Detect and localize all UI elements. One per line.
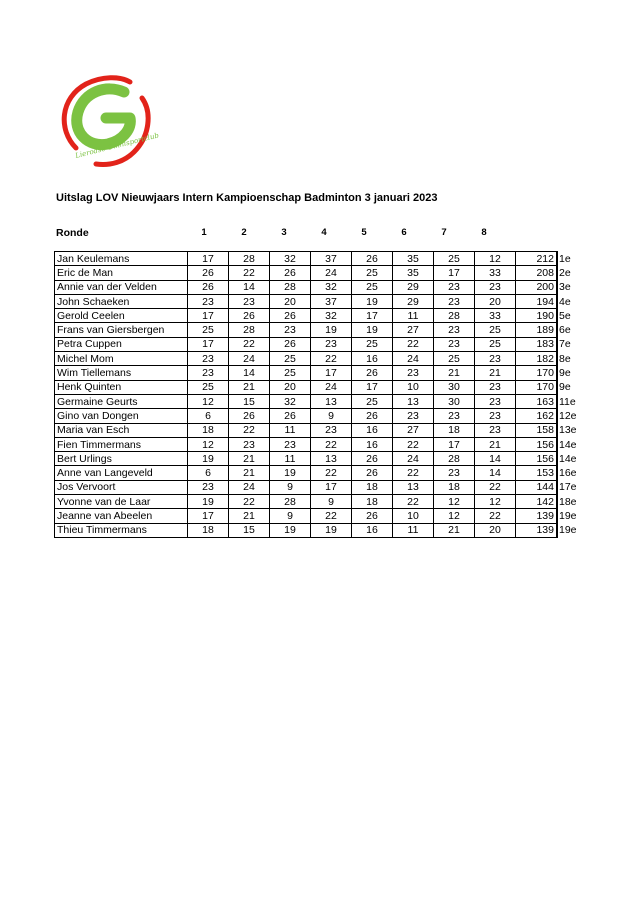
round-score-2: 15	[229, 394, 270, 408]
round-score-7: 23	[434, 409, 475, 423]
round-score-1: 23	[188, 480, 229, 494]
round-score-3: 28	[270, 280, 311, 294]
rank: 1e	[559, 252, 571, 265]
table-row	[55, 266, 582, 280]
round-score-1: 18	[188, 423, 229, 437]
round-score-1: 17	[188, 337, 229, 351]
total-score: 170	[516, 380, 558, 394]
total-score: 156	[516, 437, 558, 451]
round-score-8: 20	[475, 294, 516, 308]
round-score-1: 26	[188, 280, 229, 294]
round-score-8: 12	[475, 252, 516, 266]
total-score: 142	[516, 495, 558, 509]
round-score-2: 21	[229, 509, 270, 523]
round-score-4: 32	[311, 309, 352, 323]
round-score-3: 25	[270, 352, 311, 366]
round-score-7: 18	[434, 480, 475, 494]
table-row	[55, 366, 582, 380]
round-score-1: 17	[188, 309, 229, 323]
rank: 2e	[559, 266, 571, 279]
round-score-6: 29	[393, 294, 434, 308]
round-score-6: 10	[393, 509, 434, 523]
round-score-3: 9	[270, 509, 311, 523]
player-name: Jeanne van Abeelen	[55, 509, 188, 523]
round-score-2: 21	[229, 452, 270, 466]
round-header-1: 1	[201, 227, 207, 238]
rank: 7e	[559, 338, 571, 351]
round-score-7: 23	[434, 337, 475, 351]
table-row	[55, 337, 582, 351]
player-name: Maria van Esch	[55, 423, 188, 437]
round-score-1: 18	[188, 523, 229, 537]
round-score-4: 37	[311, 294, 352, 308]
round-score-5: 18	[352, 480, 393, 494]
round-score-4: 22	[311, 509, 352, 523]
round-header-5: 5	[361, 227, 367, 238]
round-score-3: 32	[270, 252, 311, 266]
player-name: Eric de Man	[55, 266, 188, 280]
round-score-4: 22	[311, 466, 352, 480]
round-score-2: 22	[229, 495, 270, 509]
round-score-8: 23	[475, 409, 516, 423]
player-name: Jos Vervoort	[55, 480, 188, 494]
table-row	[55, 252, 582, 266]
table-row	[55, 509, 582, 523]
total-score: 158	[516, 423, 558, 437]
rank: 19e	[559, 524, 577, 537]
round-score-7: 30	[434, 380, 475, 394]
round-header-3: 3	[281, 227, 287, 238]
round-score-2: 28	[229, 323, 270, 337]
total-score: 163	[516, 394, 558, 408]
round-score-8: 12	[475, 495, 516, 509]
round-score-6: 22	[393, 466, 434, 480]
round-score-6: 23	[393, 409, 434, 423]
club-logo	[54, 70, 170, 170]
round-score-7: 17	[434, 437, 475, 451]
round-score-4: 17	[311, 480, 352, 494]
rank: 18e	[559, 495, 577, 508]
round-score-7: 12	[434, 495, 475, 509]
total-score: 144	[516, 480, 558, 494]
player-name: Michel Mom	[55, 352, 188, 366]
round-score-6: 24	[393, 352, 434, 366]
table-header	[56, 227, 556, 241]
table-row	[55, 323, 582, 337]
page-title: Uitslag LOV Nieuwjaars Intern Kampioenschap Badminton 3 januari 2023	[56, 192, 438, 204]
player-name: Germaine Geurts	[55, 394, 188, 408]
total-score: 189	[516, 323, 558, 337]
round-score-3: 19	[270, 466, 311, 480]
round-score-1: 6	[188, 466, 229, 480]
round-score-5: 19	[352, 294, 393, 308]
table-row	[55, 309, 582, 323]
round-header-4: 4	[321, 227, 327, 238]
player-name: Henk Quinten	[55, 380, 188, 394]
round-score-8: 23	[475, 380, 516, 394]
round-score-6: 13	[393, 480, 434, 494]
round-score-2: 23	[229, 294, 270, 308]
total-score: 190	[516, 309, 558, 323]
round-score-5: 16	[352, 352, 393, 366]
round-score-6: 24	[393, 452, 434, 466]
round-score-7: 30	[434, 394, 475, 408]
round-score-2: 23	[229, 437, 270, 451]
ronde-label: Ronde	[56, 227, 89, 239]
total-score: 208	[516, 266, 558, 280]
round-score-3: 19	[270, 523, 311, 537]
round-score-7: 23	[434, 466, 475, 480]
round-score-5: 26	[352, 409, 393, 423]
player-name: John Schaeken	[55, 294, 188, 308]
total-score: 162	[516, 409, 558, 423]
rank: 14e	[559, 438, 577, 451]
round-score-4: 24	[311, 380, 352, 394]
round-score-5: 26	[352, 509, 393, 523]
round-score-4: 9	[311, 495, 352, 509]
round-score-8: 21	[475, 366, 516, 380]
rank: 6e	[559, 324, 571, 337]
table-row	[55, 352, 582, 366]
round-score-3: 23	[270, 323, 311, 337]
round-score-3: 26	[270, 266, 311, 280]
round-header-6: 6	[401, 227, 407, 238]
player-name: Fien Timmermans	[55, 437, 188, 451]
round-score-1: 25	[188, 380, 229, 394]
round-score-6: 22	[393, 437, 434, 451]
table-row	[55, 480, 582, 494]
table-row	[55, 437, 582, 451]
rank: 4e	[559, 295, 571, 308]
round-score-5: 18	[352, 495, 393, 509]
total-score: 156	[516, 452, 558, 466]
round-score-4: 24	[311, 266, 352, 280]
round-score-6: 22	[393, 337, 434, 351]
round-score-2: 26	[229, 409, 270, 423]
round-score-2: 14	[229, 280, 270, 294]
rank: 11e	[559, 395, 576, 408]
round-score-8: 14	[475, 466, 516, 480]
svg-text:Lierodse Omnisportclub: Lierodse Omnisportclub	[74, 131, 160, 160]
round-score-1: 12	[188, 394, 229, 408]
round-score-3: 23	[270, 437, 311, 451]
player-name: Yvonne van de Laar	[55, 495, 188, 509]
table-row	[55, 294, 582, 308]
total-score: 139	[516, 523, 558, 537]
round-header-8: 8	[481, 227, 487, 238]
table-row	[55, 409, 582, 423]
round-score-6: 10	[393, 380, 434, 394]
table-row	[55, 466, 582, 480]
round-score-1: 23	[188, 294, 229, 308]
round-score-1: 19	[188, 495, 229, 509]
round-score-1: 26	[188, 266, 229, 280]
round-score-6: 23	[393, 366, 434, 380]
round-score-6: 35	[393, 266, 434, 280]
results-table	[54, 251, 582, 538]
table-row	[55, 452, 582, 466]
round-score-5: 16	[352, 423, 393, 437]
club-logo-icon	[54, 70, 170, 170]
round-score-4: 19	[311, 523, 352, 537]
round-score-8: 20	[475, 523, 516, 537]
round-score-4: 13	[311, 394, 352, 408]
total-score: 194	[516, 294, 558, 308]
round-score-3: 11	[270, 423, 311, 437]
round-score-3: 9	[270, 480, 311, 494]
round-score-7: 17	[434, 266, 475, 280]
round-score-6: 27	[393, 323, 434, 337]
round-score-7: 23	[434, 323, 475, 337]
round-score-5: 16	[352, 437, 393, 451]
rank: 17e	[559, 481, 577, 494]
round-header-2: 2	[241, 227, 247, 238]
round-score-7: 23	[434, 294, 475, 308]
round-score-8: 33	[475, 309, 516, 323]
round-score-6: 27	[393, 423, 434, 437]
round-score-8: 25	[475, 337, 516, 351]
table-row	[55, 394, 582, 408]
total-score: 170	[516, 366, 558, 380]
total-score: 200	[516, 280, 558, 294]
round-score-1: 25	[188, 323, 229, 337]
round-score-6: 11	[393, 523, 434, 537]
player-name: Thieu Timmermans	[55, 523, 188, 537]
table-row	[55, 380, 582, 394]
player-name: Bert Urlings	[55, 452, 188, 466]
round-score-8: 14	[475, 452, 516, 466]
round-score-6: 22	[393, 495, 434, 509]
round-score-2: 21	[229, 466, 270, 480]
round-score-7: 28	[434, 452, 475, 466]
round-score-4: 13	[311, 452, 352, 466]
round-score-1: 17	[188, 509, 229, 523]
round-score-5: 25	[352, 280, 393, 294]
rank: 9e	[559, 381, 571, 394]
round-score-8: 23	[475, 352, 516, 366]
round-score-3: 26	[270, 409, 311, 423]
round-score-2: 28	[229, 252, 270, 266]
round-score-8: 25	[475, 323, 516, 337]
rank: 5e	[559, 309, 571, 322]
round-header-7: 7	[441, 227, 447, 238]
round-score-2: 22	[229, 266, 270, 280]
player-name: Wim Tiellemans	[55, 366, 188, 380]
table-row	[55, 423, 582, 437]
round-score-3: 20	[270, 294, 311, 308]
round-score-4: 9	[311, 409, 352, 423]
player-name: Gerold Ceelen	[55, 309, 188, 323]
round-score-7: 23	[434, 280, 475, 294]
table-row	[55, 523, 582, 537]
player-name: Frans van Giersbergen	[55, 323, 188, 337]
round-score-2: 24	[229, 352, 270, 366]
round-score-2: 22	[229, 423, 270, 437]
round-score-8: 23	[475, 280, 516, 294]
round-score-6: 13	[393, 394, 434, 408]
round-score-5: 25	[352, 394, 393, 408]
round-score-3: 32	[270, 394, 311, 408]
round-score-3: 26	[270, 337, 311, 351]
round-score-1: 23	[188, 366, 229, 380]
total-score: 182	[516, 352, 558, 366]
round-score-4: 23	[311, 423, 352, 437]
rank: 8e	[559, 352, 571, 365]
round-score-1: 19	[188, 452, 229, 466]
round-score-4: 37	[311, 252, 352, 266]
rank: 3e	[559, 281, 571, 294]
total-score: 139	[516, 509, 558, 523]
round-score-4: 22	[311, 352, 352, 366]
rank: 19e	[559, 509, 577, 522]
player-name: Jan Keulemans	[55, 252, 188, 266]
round-score-7: 18	[434, 423, 475, 437]
round-score-8: 33	[475, 266, 516, 280]
round-score-7: 21	[434, 523, 475, 537]
round-score-7: 25	[434, 252, 475, 266]
table-row	[55, 495, 582, 509]
total-score: 153	[516, 466, 558, 480]
round-score-2: 26	[229, 309, 270, 323]
table-row	[55, 280, 582, 294]
round-score-2: 15	[229, 523, 270, 537]
round-score-4: 32	[311, 280, 352, 294]
rank: 12e	[559, 409, 577, 422]
rank: 13e	[559, 424, 577, 437]
round-score-5: 17	[352, 309, 393, 323]
round-score-3: 20	[270, 380, 311, 394]
round-score-5: 26	[352, 366, 393, 380]
round-score-8: 23	[475, 423, 516, 437]
round-score-7: 25	[434, 352, 475, 366]
round-score-1: 6	[188, 409, 229, 423]
round-score-1: 23	[188, 352, 229, 366]
round-score-8: 21	[475, 437, 516, 451]
round-score-5: 19	[352, 323, 393, 337]
round-score-2: 24	[229, 480, 270, 494]
total-score: 183	[516, 337, 558, 351]
round-score-3: 28	[270, 495, 311, 509]
rank: 9e	[559, 367, 571, 380]
round-score-4: 22	[311, 437, 352, 451]
round-score-6: 35	[393, 252, 434, 266]
round-score-5: 26	[352, 466, 393, 480]
player-name: Petra Cuppen	[55, 337, 188, 351]
round-score-3: 11	[270, 452, 311, 466]
round-score-5: 26	[352, 252, 393, 266]
round-score-3: 25	[270, 366, 311, 380]
round-score-7: 21	[434, 366, 475, 380]
player-name: Gino van Dongen	[55, 409, 188, 423]
round-score-8: 22	[475, 509, 516, 523]
rank: 14e	[559, 452, 577, 465]
round-score-5: 26	[352, 452, 393, 466]
round-score-6: 29	[393, 280, 434, 294]
player-name: Anne van Langeveld	[55, 466, 188, 480]
round-score-5: 25	[352, 266, 393, 280]
round-score-2: 14	[229, 366, 270, 380]
round-score-5: 17	[352, 380, 393, 394]
round-score-1: 17	[188, 252, 229, 266]
round-score-3: 26	[270, 309, 311, 323]
round-score-4: 17	[311, 366, 352, 380]
round-score-4: 19	[311, 323, 352, 337]
round-score-2: 22	[229, 337, 270, 351]
round-score-8: 23	[475, 394, 516, 408]
round-score-7: 12	[434, 509, 475, 523]
round-score-7: 28	[434, 309, 475, 323]
round-score-1: 12	[188, 437, 229, 451]
round-score-6: 11	[393, 309, 434, 323]
player-name: Annie van der Velden	[55, 280, 188, 294]
round-score-4: 23	[311, 337, 352, 351]
total-score: 212	[516, 252, 558, 266]
round-score-5: 25	[352, 337, 393, 351]
round-score-5: 16	[352, 523, 393, 537]
rank: 16e	[559, 467, 577, 480]
round-score-2: 21	[229, 380, 270, 394]
round-score-8: 22	[475, 480, 516, 494]
